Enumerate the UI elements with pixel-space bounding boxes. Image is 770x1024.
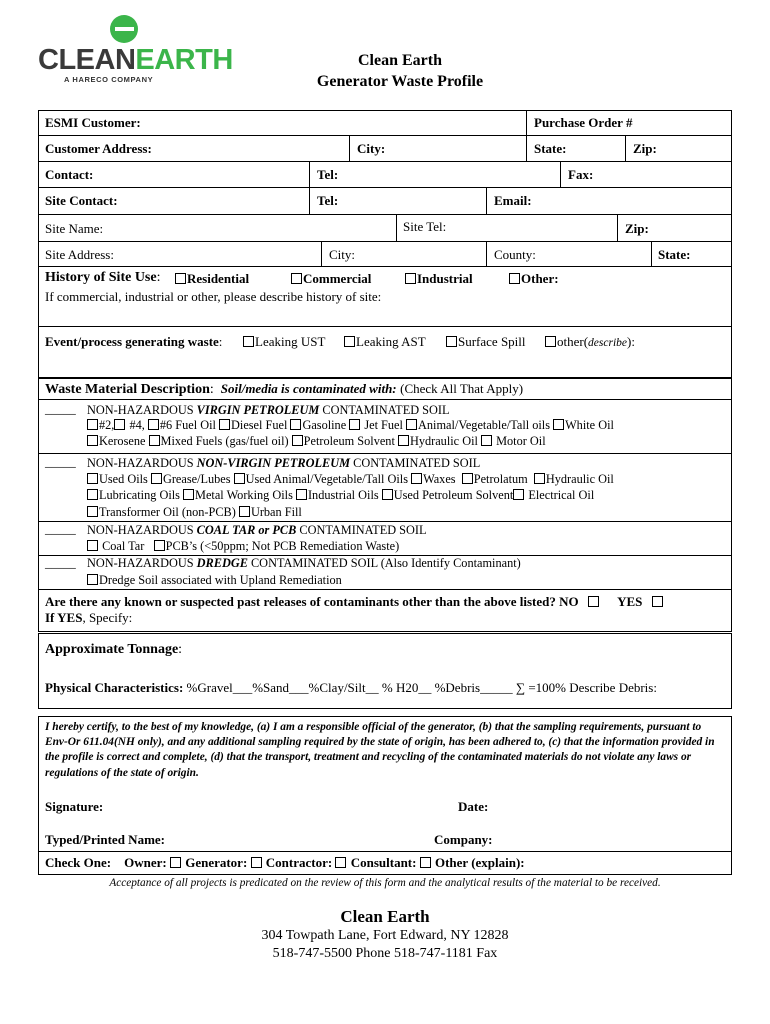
commercial-checkbox[interactable]: [291, 273, 302, 284]
check-one-label: Check One:: [45, 855, 112, 870]
event-colon: :: [218, 334, 223, 349]
if-yes-specify[interactable]: [45, 610, 132, 625]
pcb-label: PCB’s (<50ppm; Not PCB Remediation Waste): [165, 539, 400, 553]
used-petroleum-solvent-checkbox[interactable]: [382, 489, 393, 500]
event-row: [45, 334, 222, 349]
physical-label: Physical Characteristics:: [45, 680, 184, 695]
diesel-checkbox[interactable]: [219, 419, 230, 430]
history-option-commercial[interactable]: [291, 271, 371, 286]
other-explain-label: Other (explain):: [434, 855, 525, 870]
site-tel-field[interactable]: Site Tel:: [403, 219, 447, 234]
history-option-other[interactable]: [509, 271, 559, 286]
event-other-describe: describe: [588, 337, 628, 349]
event-other-checkbox[interactable]: [545, 336, 556, 347]
fuel-4-checkbox[interactable]: [114, 419, 125, 430]
history-label: History of Site Use: [45, 270, 157, 285]
history-option-residential[interactable]: [175, 271, 249, 286]
county-field[interactable]: County:: [494, 247, 536, 262]
commercial-label: Commercial: [303, 271, 372, 286]
nonvirgin-emph: NON-VIRGIN PETROLEUM: [196, 456, 351, 470]
company-logo: [38, 14, 233, 84]
leaking-ast-label: Leaking AST: [356, 334, 426, 349]
gasoline-label: Gasoline: [302, 418, 347, 432]
white-oil-label: White Oil: [565, 418, 614, 432]
fuel-2-label: #2,: [99, 418, 115, 432]
dredge-post: CONTAMINATED SOIL (Also Identify Contaminant): [250, 556, 521, 570]
certification-text: I hereby certify, to the best of my knowledge, (a) I am a responsible official of the generator, (b) that the sampling requirements, pursuant to Env-Or 611.04(NH only), and any additional sampling required by the state of origin, has been adhered to, (c) that the information provided in the profile is correct and complete, (d) that the transport, treatment and recycling of the contaminated materials do not violate any laws or regulations of the state of origin.: [45, 721, 715, 779]
waxes-checkbox[interactable]: [411, 473, 422, 484]
if-yes-rest: , Specify:: [82, 610, 133, 625]
jet-fuel-checkbox[interactable]: [349, 419, 360, 430]
dredge-soil-label: Dredge Soil associated with Upland Remediation: [99, 573, 342, 587]
used-animal-veg-checkbox[interactable]: [234, 473, 245, 484]
customer-info-section: [38, 110, 732, 267]
tonnage-label: Approximate Tonnage: [45, 642, 179, 657]
industrial-label: Industrial: [417, 271, 473, 286]
pcb-checkbox[interactable]: [154, 540, 165, 551]
logo-clean: CLEAN: [38, 44, 136, 76]
waste-heading-label: Waste Material Description: [45, 382, 210, 397]
industrial-oils-label: Industrial Oils: [307, 488, 379, 502]
petrolatum-label: Petrolatum: [473, 472, 528, 486]
motor-oil-label: Motor Oil: [496, 434, 546, 448]
electrical-oil-checkbox[interactable]: [513, 489, 524, 500]
fuel-4-label: #4,: [129, 418, 145, 432]
event-other-end: ):: [627, 334, 635, 349]
urban-fill-checkbox[interactable]: [239, 506, 250, 517]
virgin-blank[interactable]: _____: [45, 402, 76, 416]
electrical-oil-label: Electrical Oil: [528, 488, 595, 502]
fuel-2-checkbox[interactable]: [87, 419, 98, 430]
waste-note: (Check All That Apply): [400, 381, 524, 396]
physical-characteristics[interactable]: [45, 680, 657, 695]
generator-label: Generator:: [185, 855, 248, 870]
nonvirgin-row3: [87, 505, 302, 520]
dredge-emph: DREDGE: [196, 556, 248, 570]
tonnage-colon: :: [178, 642, 183, 657]
industrial-oils-checkbox[interactable]: [296, 489, 307, 500]
logo-earth: EARTH: [135, 44, 233, 76]
transformer-oil-label: Transformer Oil (non-PCB): [99, 505, 236, 519]
fuel-6-checkbox[interactable]: [148, 419, 159, 430]
animal-veg-oils-label: Animal/Vegetable/Tall oils: [418, 418, 550, 432]
petroleum-solvent-label: Petroleum Solvent: [303, 434, 395, 448]
leaking-ust-label: Leaking UST: [255, 334, 326, 349]
mixed-fuels-checkbox[interactable]: [149, 435, 160, 446]
customer-address-field[interactable]: Customer Address:: [45, 141, 152, 156]
event-option-ast[interactable]: [344, 334, 426, 349]
surface-spill-label: Surface Spill: [458, 334, 526, 349]
metal-working-oils-label: Metal Working Oils: [195, 488, 293, 502]
site-state-field[interactable]: State:: [658, 247, 691, 262]
transformer-oil-checkbox[interactable]: [87, 506, 98, 517]
site-zip-field[interactable]: Zip:: [625, 221, 649, 236]
site-contact-field[interactable]: Site Contact:: [45, 193, 118, 208]
history-colon: :: [156, 270, 161, 285]
industrial-checkbox[interactable]: [405, 273, 416, 284]
gasoline-checkbox[interactable]: [290, 419, 301, 430]
contractor-checkbox[interactable]: [335, 857, 346, 868]
waste-colon: :: [209, 382, 214, 397]
owner-checkbox[interactable]: [170, 857, 181, 868]
physical-text: %Gravel___%Sand___%Clay/Silt__ % H20__ %Debris_____ ∑ =100% Describe Debris:: [186, 680, 657, 695]
other-label: Other:: [521, 271, 559, 286]
acceptance-note: Acceptance of all projects is predicated on the review of this form and the analytical results of the material to be received.: [109, 877, 661, 889]
used-animal-veg-label: Used Animal/Vegetable/Tall Oils: [245, 472, 409, 486]
purchase-order-field[interactable]: Purchase Order #: [534, 115, 633, 130]
history-row: [45, 270, 160, 285]
residential-checkbox[interactable]: [175, 273, 186, 284]
urban-fill-label: Urban Fill: [250, 505, 302, 519]
coaltar-row1: [87, 539, 399, 554]
white-oil-checkbox[interactable]: [553, 419, 564, 430]
nv-hydraulic-oil-checkbox[interactable]: [534, 473, 545, 484]
event-option-other[interactable]: [545, 334, 635, 351]
virgin-row2: [87, 434, 546, 449]
used-oils-label: Used Oils: [99, 472, 148, 486]
virgin-pre: NON-HAZARDOUS: [87, 403, 194, 417]
dredge-row1: [87, 573, 342, 588]
waxes-label: Waxes: [423, 472, 456, 486]
coal-tar-label: Coal Tar: [102, 539, 145, 553]
metal-working-oils-checkbox[interactable]: [183, 489, 194, 500]
hydraulic-oil-checkbox[interactable]: [398, 435, 409, 446]
mixed-fuels-label: Mixed Fuels (gas/fuel oil): [160, 434, 289, 448]
tel-field[interactable]: Tel:: [317, 167, 339, 182]
releases-no-label: NO: [559, 594, 579, 609]
tonnage-field[interactable]: [45, 642, 182, 657]
consultant-label: Consultant:: [350, 855, 417, 870]
date-field[interactable]: Date:: [458, 799, 489, 814]
contact-field[interactable]: Contact:: [45, 167, 94, 182]
virgin-row1: [87, 418, 614, 433]
logo-wordmark: [38, 44, 233, 77]
surface-spill-checkbox[interactable]: [446, 336, 457, 347]
petroleum-solvent-checkbox[interactable]: [292, 435, 303, 446]
footer-address: 304 Towpath Lane, Fort Edward, NY 12828: [261, 928, 509, 943]
releases-yes-checkbox[interactable]: [652, 596, 663, 607]
dredge-pre: NON-HAZARDOUS: [87, 556, 194, 570]
virgin-post: CONTAMINATED SOIL: [322, 403, 450, 417]
email-field[interactable]: Email:: [494, 193, 532, 208]
nonvirgin-post: CONTAMINATED SOIL: [353, 456, 481, 470]
nonvirgin-pre: NON-HAZARDOUS: [87, 456, 194, 470]
nonvirgin-heading: [87, 456, 480, 471]
generator-checkbox[interactable]: [251, 857, 262, 868]
history-option-industrial[interactable]: [405, 271, 473, 286]
waste-heading: [45, 381, 523, 397]
site-name-field[interactable]: Site Name:: [45, 221, 104, 236]
used-petroleum-solvent-label: Used Petroleum Solvent: [393, 488, 514, 502]
kerosene-label: Kerosene: [99, 434, 146, 448]
used-oils-checkbox[interactable]: [87, 473, 98, 484]
other-checkbox[interactable]: [509, 273, 520, 284]
typed-name-field[interactable]: Typed/Printed Name:: [45, 832, 165, 847]
coal-tar-checkbox[interactable]: [87, 540, 98, 551]
virgin-heading: [87, 403, 450, 418]
footer-company: Clean Earth: [340, 907, 430, 926]
fuel-6-label: #6 Fuel Oil: [159, 418, 216, 432]
consultant-checkbox[interactable]: [420, 857, 431, 868]
coaltar-heading: [87, 523, 427, 538]
lubricating-oils-checkbox[interactable]: [87, 489, 98, 500]
if-yes-bold: If YES: [45, 610, 83, 625]
city-field[interactable]: City:: [357, 141, 386, 156]
contractor-label: Contractor:: [265, 855, 333, 870]
site-contact-tel-field[interactable]: Tel:: [317, 193, 339, 208]
clean-earth-e-icon: [109, 14, 139, 44]
dredge-soil-checkbox[interactable]: [87, 574, 98, 585]
logo-tagline: A HARECO COMPANY: [64, 75, 154, 84]
waste-subheading: Soil/media is contaminated with:: [220, 381, 397, 396]
kerosene-checkbox[interactable]: [87, 435, 98, 446]
nonvirgin-row2: [87, 488, 594, 503]
signature-field[interactable]: Signature:: [45, 799, 104, 814]
coaltar-blank[interactable]: _____: [45, 522, 76, 536]
history-describe[interactable]: If commercial, industrial or other, please describe history of site:: [45, 289, 382, 304]
fax-field[interactable]: Fax:: [568, 167, 594, 182]
motor-oil-checkbox[interactable]: [481, 435, 492, 446]
coaltar-post: CONTAMINATED SOIL: [299, 523, 427, 537]
leaking-ast-checkbox[interactable]: [344, 336, 355, 347]
grease-lubes-checkbox[interactable]: [151, 473, 162, 484]
petrolatum-checkbox[interactable]: [462, 473, 473, 484]
nonvirgin-blank[interactable]: _____: [45, 455, 76, 469]
dredge-heading: [87, 556, 521, 571]
check-one-row: [45, 855, 525, 870]
footer-phones: 518-747-5500 Phone 518-747-1181 Fax: [272, 946, 498, 961]
event-option-ust[interactable]: [243, 334, 325, 349]
event-label: Event/process generating waste: [45, 334, 219, 349]
page-title: [250, 50, 550, 92]
diesel-label: Diesel Fuel: [231, 418, 288, 432]
hydraulic-oil-label: Hydraulic Oil: [409, 434, 478, 448]
releases-question: [45, 594, 664, 609]
releases-question-text: Are there any known or suspected past releases of contaminants other than the above listed?: [45, 594, 556, 609]
esmi-customer-field[interactable]: ESMI Customer:: [45, 115, 141, 130]
event-other-label: other(: [557, 334, 589, 349]
title-line2: Generator Waste Profile: [316, 73, 484, 90]
lubricating-oils-label: Lubricating Oils: [99, 488, 180, 502]
title-line1: Clean Earth: [358, 52, 442, 69]
site-city-field[interactable]: City:: [329, 247, 356, 262]
state-field[interactable]: State:: [534, 141, 567, 156]
nv-hydraulic-oil-label: Hydraulic Oil: [545, 472, 614, 486]
site-address-field[interactable]: Site Address:: [45, 247, 114, 262]
nonvirgin-row1: [87, 472, 614, 487]
dredge-blank[interactable]: _____: [45, 556, 76, 570]
owner-label: Owner:: [124, 855, 167, 870]
residential-label: Residential: [187, 271, 250, 286]
zip-field[interactable]: Zip:: [633, 141, 657, 156]
coaltar-emph: COAL TAR or PCB: [196, 523, 297, 537]
company-field[interactable]: Company:: [434, 832, 493, 847]
grease-lubes-label: Grease/Lubes: [162, 472, 231, 486]
event-option-spill[interactable]: [446, 334, 526, 349]
coaltar-pre: NON-HAZARDOUS: [87, 523, 194, 537]
releases-yes-label: YES: [617, 594, 643, 609]
releases-no-checkbox[interactable]: [588, 596, 599, 607]
leaking-ust-checkbox[interactable]: [243, 336, 254, 347]
virgin-emph: VIRGIN PETROLEUM: [196, 403, 320, 417]
jet-fuel-label: Jet Fuel: [364, 418, 403, 432]
animal-veg-oils-checkbox[interactable]: [406, 419, 417, 430]
